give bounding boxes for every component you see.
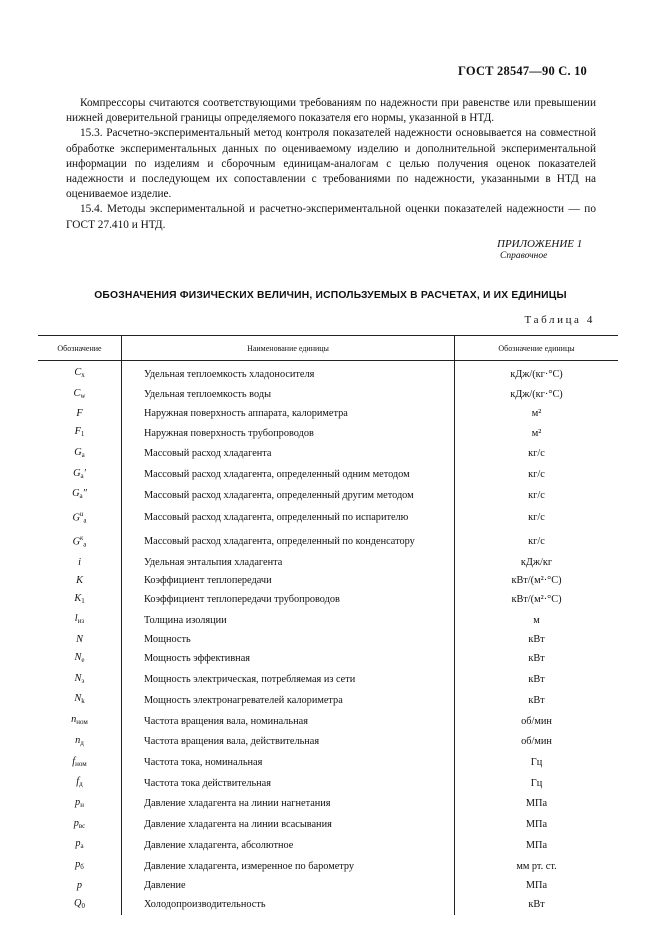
table-label: Таблица 4 [524, 314, 595, 326]
symbol-subscript: ном [75, 759, 87, 768]
symbol-cell [38, 444, 122, 465]
appendix-label [497, 238, 582, 262]
symbol-base: K [74, 592, 82, 604]
unit-name-cell: Мощность электрическая, потребляемая из сети [122, 670, 455, 691]
symbol-cell [38, 794, 122, 815]
symbol-base: N [74, 672, 82, 684]
unit-name-cell: Коэффициент теплопередачи [122, 572, 455, 590]
table-row [38, 405, 618, 423]
appendix-subtitle: Справочное [500, 251, 548, 261]
unit-symbol-cell: кВт [528, 653, 545, 665]
symbol-base: n [75, 734, 81, 746]
header-symbol: Обозначение [38, 336, 122, 361]
symbol-cell [38, 590, 122, 611]
table-row [38, 590, 618, 611]
symbol-base: G [72, 512, 80, 524]
unit-symbol-cell: кВт [528, 634, 545, 646]
symbol-subscript: k [81, 697, 85, 706]
symbol-base: F [74, 426, 81, 438]
symbol-base: C [73, 387, 81, 399]
unit-symbol-cell: МПа [525, 879, 548, 891]
symbol-cell [38, 465, 122, 486]
symbol-prime: ′ [83, 467, 86, 479]
unit-name-cell: Наружная поверхность аппарата, калориметра [122, 405, 455, 423]
symbol-cell [38, 423, 122, 444]
symbol-base: G [72, 536, 81, 548]
table-row [38, 572, 618, 590]
unit-name-cell: Частота вращения вала, действительная [122, 732, 455, 753]
unit-symbol-cell: кДж/(кг·°С) [510, 368, 563, 380]
table-row [38, 649, 618, 670]
unit-name-cell: Давление хладагента, абсолютное [122, 835, 455, 856]
unit-name-cell: Частота тока, номинальная [122, 753, 455, 774]
unit-symbol-cell: м² [531, 427, 542, 439]
symbols-table [38, 335, 618, 915]
table-row [38, 711, 618, 732]
unit-symbol-cell: об/мин [521, 736, 552, 748]
symbol-cell [38, 895, 122, 916]
symbol-cell [38, 753, 122, 774]
unit-symbol-cell: МПа [525, 819, 548, 831]
symbol-base: G [73, 467, 81, 479]
unit-name-cell: Холодопроизводительность [122, 895, 455, 916]
table-row [38, 610, 618, 631]
symbol-cell [38, 506, 122, 530]
unit-name-cell: Массовый расход хладагента, определенный по испарителю [122, 506, 455, 530]
unit-symbol-cell: МПа [525, 798, 548, 810]
symbol-subscript: 1 [81, 596, 85, 605]
table-row [38, 690, 618, 711]
symbol-base: N [74, 651, 82, 663]
symbol-subscript: а [80, 842, 84, 851]
symbol-base: p [75, 796, 81, 808]
symbol-subscript: x [81, 371, 85, 379]
table-row [38, 773, 618, 794]
symbol-subscript: 1 [80, 430, 85, 439]
unit-name-cell: Мощность электронагревателей калориметра [122, 690, 455, 711]
symbol-subscript: a [83, 540, 87, 549]
unit-symbol-cell: кг/с [528, 469, 545, 481]
unit-name-cell: Толщина изоляции [122, 610, 455, 631]
symbol-base: i [78, 557, 81, 569]
unit-name-cell: Удельная теплоемкость воды [122, 385, 455, 406]
symbol-subscript: a [79, 492, 83, 501]
unit-name-cell: Частота вращения вала, номинальная [122, 711, 455, 732]
table-row [38, 794, 618, 815]
table-row [38, 385, 618, 406]
symbol-cell [38, 485, 122, 506]
table-row [38, 670, 618, 691]
unit-symbol-cell: м² [531, 408, 542, 420]
symbol-subscript: вс [78, 821, 86, 830]
unit-symbol-cell: кг/с [528, 448, 545, 460]
section-title: ОБОЗНАЧЕНИЯ ФИЗИЧЕСКИХ ВЕЛИЧИН, ИСПОЛЬЗУЕМЫХ В РАСЧЕТАХ, И ИХ ЕДИНИЦЫ [94, 290, 567, 301]
symbol-subscript: ном [76, 718, 88, 727]
symbol-subscript: б [80, 863, 84, 872]
unit-name-cell: Массовый расход хладагента [122, 444, 455, 465]
header-unit-symbol: Обозначение единицы [455, 336, 619, 361]
symbol-subscript: 0 [81, 901, 85, 910]
table-row [38, 877, 618, 895]
unit-symbol-cell: Гц [530, 757, 543, 768]
symbol-cell [38, 773, 122, 794]
symbol-cell [38, 530, 122, 554]
symbol-base: Q [74, 897, 82, 909]
symbol-base: f [72, 755, 76, 767]
symbol-base: p [73, 817, 79, 829]
symbol-base: G [72, 488, 80, 500]
symbol-cell [38, 554, 122, 572]
table-row [38, 506, 618, 530]
symbol-base: C [74, 367, 82, 378]
paragraph: 15.4. Методы экспериментальной и расчетно-экспериментальной оценки показателей надежности — по ГОСТ 27.410 и НТД. [66, 203, 596, 231]
symbol-base: G [74, 446, 82, 458]
symbol-superscript: к [80, 534, 84, 543]
symbol-base: p [76, 879, 83, 891]
symbol-subscript: a [80, 471, 84, 480]
symbol-subscript: w [80, 391, 86, 400]
symbol-cell [38, 690, 122, 711]
symbol-cell [38, 649, 122, 670]
table-row [38, 815, 618, 836]
unit-name-cell: Давление [122, 877, 455, 895]
unit-name-cell: Давление хладагента, измеренное по барометру [122, 856, 455, 877]
table-row [38, 895, 618, 916]
symbol-cell [38, 610, 122, 631]
symbol-base: p [75, 859, 81, 871]
symbol-cell [38, 631, 122, 649]
unit-symbol-cell: об/мин [521, 715, 552, 727]
unit-symbol-cell: кВт/(м²·°С) [511, 594, 562, 606]
symbol-base: F [76, 408, 83, 420]
unit-symbol-cell: кДж/кг [520, 557, 553, 569]
symbol-subscript: д [80, 738, 84, 747]
symbol-base: f [76, 776, 80, 788]
document-header: ГОСТ 28547—90 С. 10 [458, 64, 587, 78]
symbol-cell [38, 835, 122, 856]
table-row [38, 530, 618, 554]
symbol-prime: ″ [82, 488, 87, 500]
symbol-subscript: н [80, 800, 84, 809]
symbol-base: N [74, 693, 82, 705]
body-text [66, 96, 596, 233]
symbol-cell [38, 711, 122, 732]
symbol-base: l [74, 613, 78, 625]
symbol-subscript: э [81, 676, 85, 685]
unit-symbol-cell: МПа [525, 839, 548, 851]
symbol-base: p [75, 838, 81, 850]
symbol-base: n [71, 714, 77, 726]
symbol-base: N [76, 634, 83, 646]
unit-name-cell: Удельная теплоемкость хладоносителя [122, 361, 455, 385]
unit-name-cell: Массовый расход хладагента, определенный одним методом [122, 465, 455, 486]
table-row [38, 444, 618, 465]
unit-symbol-cell: кВт/(м²·°С) [511, 575, 562, 587]
unit-symbol-cell: мм рт. ст. [516, 860, 557, 872]
symbol-subscript: a [81, 450, 85, 459]
table-row [38, 465, 618, 486]
unit-name-cell: Коэффициент теплопередачи трубопроводов [122, 590, 455, 611]
unit-symbol-cell: кг/с [528, 489, 545, 501]
table-row [38, 361, 618, 385]
appendix-title: ПРИЛОЖЕНИЕ 1 [497, 238, 583, 250]
unit-name-cell: Массовый расход хладагента, определенный по конденсатору [122, 530, 455, 554]
unit-symbol-cell: кВт [528, 899, 545, 911]
symbol-superscript: и [79, 510, 84, 519]
unit-name-cell: Давление хладагента на линии всасывания [122, 815, 455, 836]
unit-symbol-cell: Гц [530, 777, 543, 789]
symbol-subscript: д [79, 780, 83, 789]
unit-name-cell: Частота тока действительная [122, 773, 455, 794]
symbol-subscript: a [83, 516, 87, 525]
paragraph: 15.3. Расчетно-экспериментальный метод контроля показателей надежности основывается на совместной обработке экспериментальных данных по оцениваемому изделию и дополнительной экспериментальной информации по изделиям и сборочным единицам-аналогам с целью получения оценок показателей надежности и последующем их сопоставлении с требованиями по надежности, указанными в НТД на оцениваемое изделие. [66, 127, 596, 201]
unit-symbol-cell: кДж/(кг·°С) [510, 389, 563, 401]
symbol-cell [38, 732, 122, 753]
table-row [38, 732, 618, 753]
table-row [38, 423, 618, 444]
unit-symbol-cell: кг/с [528, 512, 545, 524]
unit-name-cell: Мощность [122, 631, 455, 649]
unit-symbol-cell: кВт [528, 694, 545, 706]
unit-name-cell: Массовый расход хладагента, определенный другим методом [122, 485, 455, 506]
table-row [38, 554, 618, 572]
symbol-cell [38, 405, 122, 423]
table-row [38, 835, 618, 856]
table-row [38, 485, 618, 506]
symbol-cell [38, 670, 122, 691]
unit-name-cell: Мощность эффективная [122, 649, 455, 670]
unit-name-cell: Удельная энтальпия хладагента [122, 554, 455, 572]
unit-symbol-cell: кВт [528, 674, 545, 686]
symbol-subscript: из [77, 617, 85, 626]
table-row [38, 631, 618, 649]
table-header-row [38, 336, 618, 361]
table-row [38, 856, 618, 877]
table-row [38, 753, 618, 774]
table-body [38, 361, 618, 916]
paragraph: Компрессоры считаются соответствующими требованиям по надежности при равенстве или превышении нижней доверительной границы определяемого показателя его нормы, указанной в НТД. [66, 97, 596, 125]
symbol-cell [38, 856, 122, 877]
unit-name-cell: Давление хладагента на линии нагнетания [122, 794, 455, 815]
symbol-cell [38, 385, 122, 406]
unit-name-cell: Наружная поверхность трубопроводов [122, 423, 455, 444]
unit-symbol-cell: м [533, 614, 540, 626]
symbol-cell [38, 361, 122, 385]
symbol-subscript: e [81, 655, 85, 664]
symbol-cell [38, 815, 122, 836]
header-unit-name: Наименование единицы [122, 336, 455, 361]
symbol-base: K [76, 575, 83, 587]
symbol-cell [38, 877, 122, 895]
symbol-cell [38, 572, 122, 590]
unit-symbol-cell: кг/с [528, 536, 545, 548]
